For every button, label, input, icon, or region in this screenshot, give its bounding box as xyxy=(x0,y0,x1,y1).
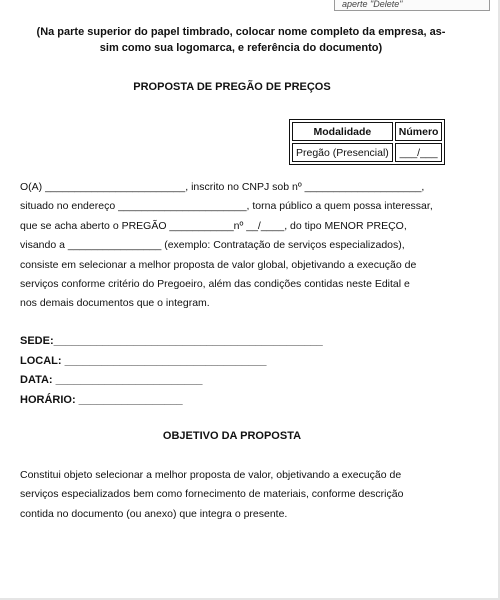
instruction-tooltip-text: aperte "Delete" xyxy=(342,0,403,9)
numero-header: Número xyxy=(395,122,443,141)
sede-field: SEDE:____________________________________________ xyxy=(20,335,323,347)
data-field: DATA: ________________________ xyxy=(20,374,203,387)
objective-line: serviços especializados bem como fornecimento de materiais, conforme descrição xyxy=(20,488,404,501)
intro-line: visando a ________________ (exemplo: Contratação de serviços especializados), xyxy=(20,239,405,252)
document-title: PROPOSTA DE PREGÃO DE PREÇOS xyxy=(133,81,331,93)
objective-title: OBJETIVO DA PROPOSTA xyxy=(162,430,302,442)
details-fields xyxy=(20,332,323,410)
intro-line: situado no endereço ______________________, torna público a quem possa interessar, xyxy=(20,200,433,213)
modalidade-table-value-row xyxy=(292,143,442,162)
intro-line: serviços conforme critério do Pregoeiro, além das condições contidas neste Edital e xyxy=(20,278,410,291)
modalidade-value: Pregão (Presencial) xyxy=(292,143,393,162)
local-field: LOCAL: _________________________________ xyxy=(20,354,267,367)
modalidade-table-header-row xyxy=(292,122,442,141)
letterhead-instruction-line-2: sim como sua logomarca, e referência do documento) xyxy=(99,42,383,54)
intro-line: O(A) ________________________, inscrito no CNPJ sob nº ____________________, xyxy=(20,181,425,193)
objective-line: Constitui objeto selecionar a melhor proposta de valor, objetivando a execução de xyxy=(20,469,402,481)
horario-field: HORÁRIO: _________________ xyxy=(20,393,183,406)
objective-paragraph xyxy=(20,466,445,524)
intro-line: nos demais documentos que o integram. xyxy=(20,297,210,310)
intro-line: consiste em selecionar a melhor proposta de valor global, objetivando a execução de xyxy=(20,258,417,271)
numero-value: ___/___ xyxy=(395,143,443,162)
intro-paragraph xyxy=(20,178,445,314)
intro-line: que se acha aberto o PREGÃO ___________nº __/____, do tipo MENOR PREÇO, xyxy=(20,219,407,232)
instruction-tooltip xyxy=(334,0,490,11)
modalidade-table xyxy=(289,119,445,165)
letterhead-instruction-line-1: (Na parte superior do papel timbrado, colocar nome completo da empresa, as- xyxy=(36,26,446,38)
modalidade-header: Modalidade xyxy=(292,122,393,141)
letterhead-instruction xyxy=(18,24,464,56)
objective-line: contida no documento (ou anexo) que integra o presente. xyxy=(20,507,288,520)
